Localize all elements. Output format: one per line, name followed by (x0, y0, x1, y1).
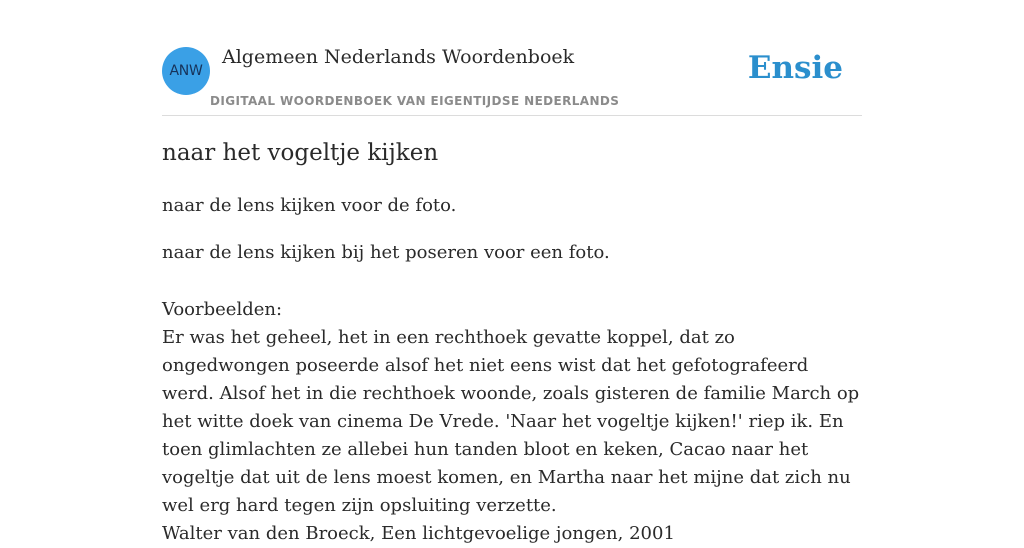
ensie-logo[interactable]: Ensie (747, 50, 843, 86)
site-title[interactable]: Algemeen Nederlands Woordenboek (222, 46, 575, 68)
example-text: Er was het geheel, het in een rechthoek gevatte koppel, dat zo ongedwongen poseerde alsof het niet eens wist dat het gefotografeerd werd. Alsof het in die rechthoek woonde, zoals gisteren de familie March op het witte doek van cinema De Vrede. 'Naar het vogeltje kijken!' riep ik. En toen glimlachten ze allebei hun tanden bloot en keken, Cacao naar het vogeltje dat uit de lens moest komen, en Martha naar het mijne dat zich nu wel erg hard tegen zijn opsluiting verzette. (162, 327, 860, 516)
definition-2: naar de lens kijken bij het poseren voor een foto. (162, 242, 610, 263)
examples-section (162, 296, 862, 548)
examples-label: Voorbeelden: (162, 299, 283, 320)
entry-title: naar het vogeltje kijken (162, 140, 439, 166)
definition-1: naar de lens kijken voor de foto. (162, 195, 457, 216)
example-source: Walter van den Broeck, Een lichtgevoelige jongen, 2001 (162, 523, 675, 544)
site-subtitle: DIGITAAL WOORDENBOEK VAN EIGENTIJDSE NEDERLANDS (210, 94, 620, 108)
page (162, 0, 862, 544)
header (162, 0, 862, 116)
anw-logo[interactable]: ANW (162, 47, 210, 95)
